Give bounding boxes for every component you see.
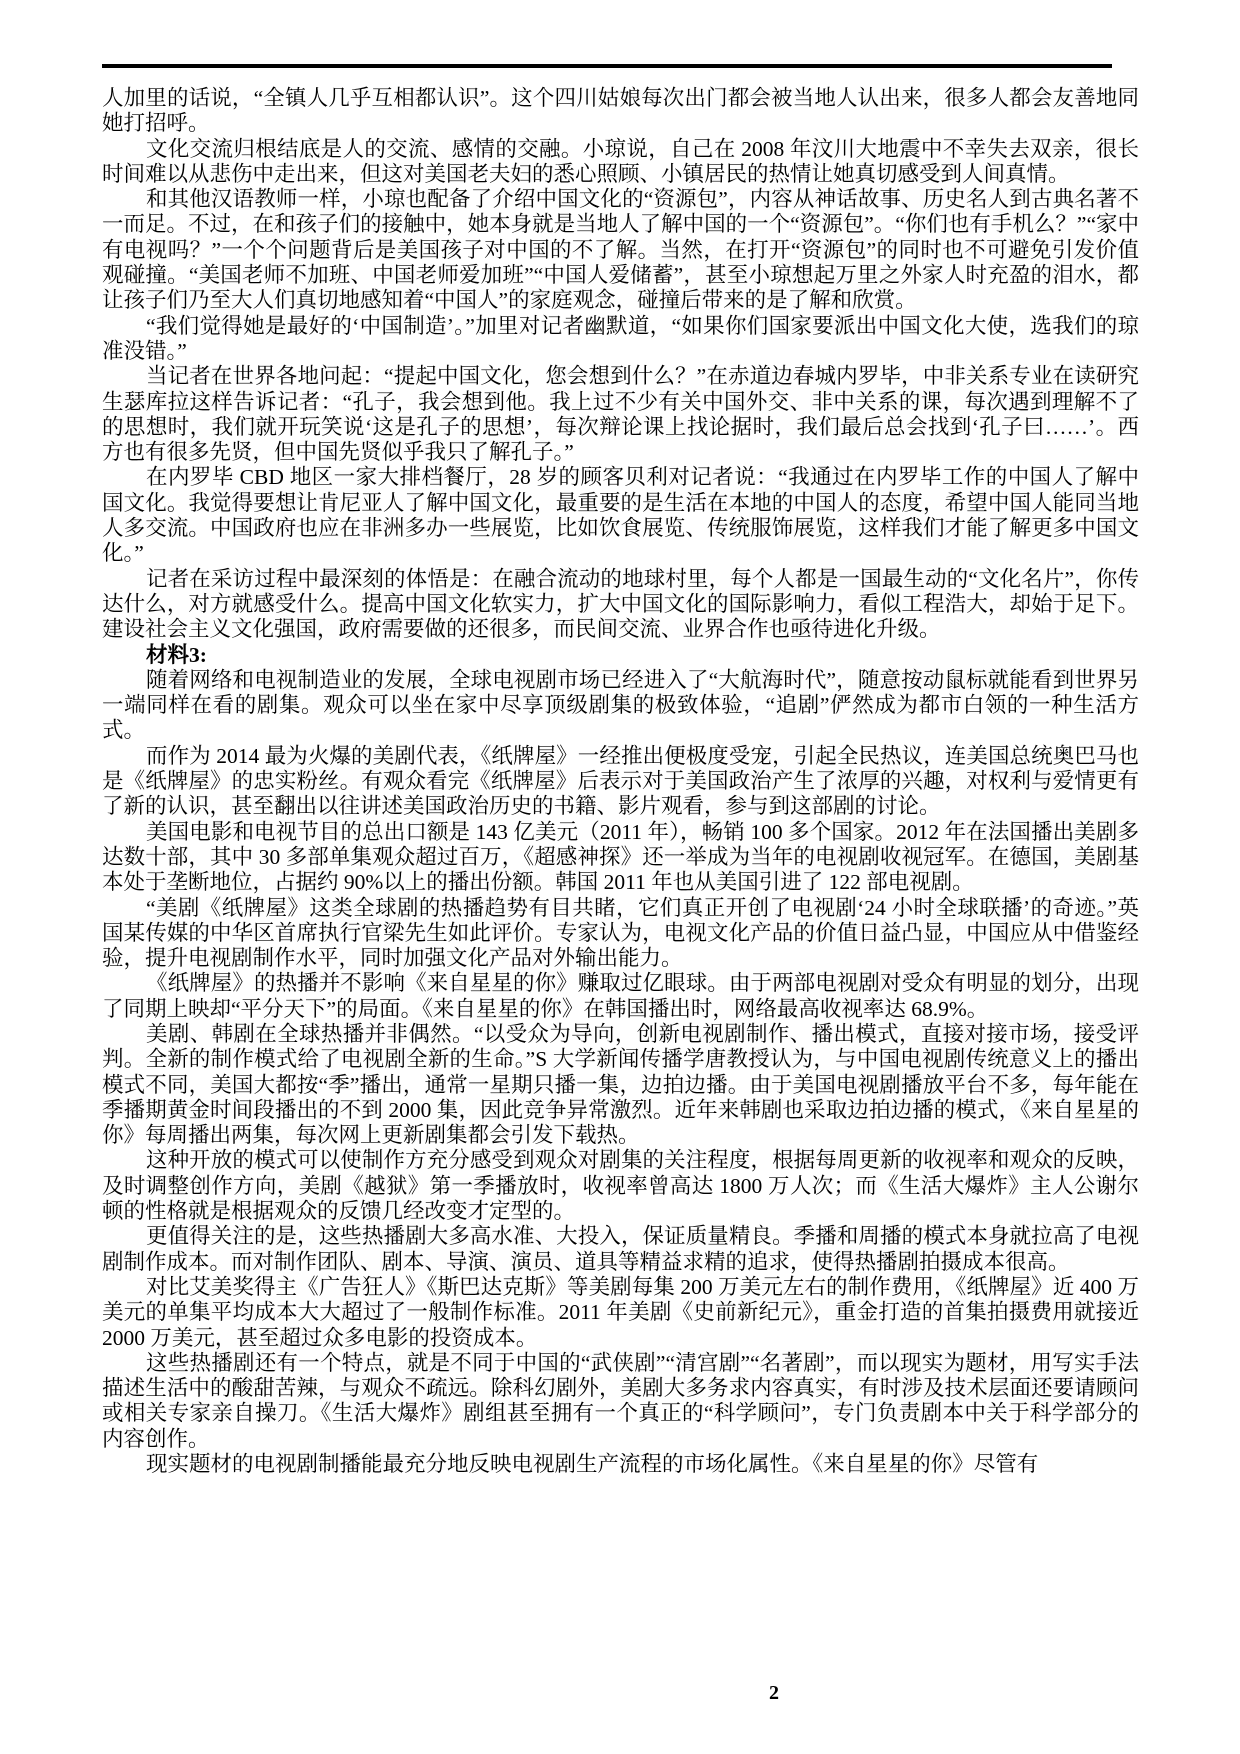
paragraph: 文化交流归根结底是人的交流、感情的交融。小琼说，自己在 2008 年汶川大地震中不幸失去双亲，很长时间难以从悲伤中走出来，但这对美国老夫妇的悉心照顾、小镇居民的热情让她真切感受到人间真情。 (102, 136, 1139, 186)
paragraph: 和其他汉语教师一样，小琼也配备了介绍中国文化的“资源包”，内容从神话故事、历史名人到古典名著不一而足。不过，在和孩子们的接触中，她本身就是当地人了解中国的一个“资源包”。“你们也有手机么？”“家中有电视吗？”一个个问题背后是美国孩子对中国的不了解。当然，在打开“资源包”的同时也不可避免引发价值观碰撞。“美国老师不加班、中国老师爱加班”“中国人爱储蓄”，甚至小琼想起万里之外家人时充盈的泪水，都让孩子们乃至大人们真切地感知着“中国人”的家庭观念，碰撞后带来的是了解和欣赏。 (102, 187, 1139, 313)
paragraph: 《纸牌屋》的热播并不影响《来自星星的你》赚取过亿眼球。由于两部电视剧对受众有明显的划分，出现了同期上映却“平分天下”的局面。《来自星星的你》在韩国播出时，网络最高收视率达 68.9%。 (102, 971, 1139, 1021)
paragraph: 现实题材的电视剧制播能最充分地反映电视剧生产流程的市场化属性。《来自星星的你》尽管有 (146, 1452, 1039, 1477)
paragraph: 这些热播剧还有一个特点，就是不同于中国的“武侠剧”“清宫剧”“名著剧”，而以现实为题材，用写实手法描述生活中的酸甜苦辣，与观众不疏远。除科幻剧外，美剧大多务求内容真实，有时涉及技术层面还要请顾问或相关专家亲自操刀。《生活大爆炸》剧组甚至拥有一个真正的“科学顾问”，专门负责剧本中关于科学部分的内容创作。 (102, 1350, 1139, 1451)
paragraph-continuation: 人加里的话说，“全镇人几乎互相都认识”。这个四川姑娘每次出门都会被当地人认出来，很多人都会友善地同她打招呼。 (102, 86, 1139, 136)
paragraph: 对比艾美奖得主《广告狂人》《斯巴达克斯》等美剧每集 200 万美元左右的制作费用，《纸牌屋》近 400 万美元的单集平均成本大大超过了一般制作标准。2011 年美剧《史前新纪元》，重金打造的首集拍摄费用就接近 2000 万美元，甚至超过众多电影的投资成本。 (102, 1274, 1139, 1350)
paragraph: 记者在采访过程中最深刻的体悟是：在融合流动的地球村里，每个人都是一国最生动的“文化名片”，你传达什么，对方就感受什么。提高中国文化软实力，扩大中国文化的国际影响力，看似工程浩大，却始于足下。建设社会主义文化强国，政府需要做的还很多，而民间交流、业界合作也亟待进化升级。 (102, 566, 1139, 642)
paragraph: 更值得关注的是，这些热播剧大多高水准、大投入，保证质量精良。季播和周播的模式本身就拉高了电视剧制作成本。而对制作团队、剧本、导演、演员、道具等精益求精的追求，使得热播剧拍摄成本很高。 (102, 1224, 1139, 1274)
paragraph: 这种开放的模式可以使制作方充分感受到观众对剧集的关注程度，根据每周更新的收视率和观众的反映，及时调整创作方向，美剧《越狱》第一季播放时，收视率曾高达 1800 万人次；而《生活大爆炸》主人公谢尔顿的性格就是根据观众的反馈几经改变才定型的。 (102, 1148, 1139, 1224)
paragraph: “我们觉得她是最好的‘中国制造’。”加里对记者幽默道，“如果你们国家要派出中国文化大使，选我们的琼准没错。” (102, 313, 1139, 363)
paragraph: 美剧、韩剧在全球热播并非偶然。“以受众为导向，创新电视剧制作、播出模式，直接对接市场，接受评判。全新的制作模式给了电视剧全新的生命。”S 大学新闻传播学唐教授认为，与中国电视剧传统意义上的播出模式不同，美国大都按“季”播出，通常一星期只播一集，边拍边播。由于美国电视剧播放平台不多，每年能在季播期黄金时间段播出的不到 2000 集，因此竞争异常激烈。近年来韩剧也采取边拍边播的模式，《来自星星的你》每周播出两集，每次网上更新剧集都会引发下载热。 (102, 1021, 1139, 1148)
document-body (102, 86, 1139, 1477)
section-heading-material-3: 材料3: (146, 642, 207, 667)
page-number: 2 (769, 1682, 779, 1704)
paragraph: 在内罗毕 CBD 地区一家大排档餐厅，28 岁的顾客贝利对记者说：“我通过在内罗毕工作的中国人了解中国文化。我觉得要想让肯尼亚人了解中国文化，最重要的是生活在本地的中国人的态度，希望中国人能同当地人多交流。中国政府也应在非洲多办一些展览，比如饮食展览、传统服饰展览，这样我们才能了解更多中国文化。” (102, 465, 1139, 566)
paragraph: 随着网络和电视制造业的发展，全球电视剧市场已经进入了“大航海时代”，随意按动鼠标就能看到世界另一端同样在看的剧集。观众可以坐在家中尽享顶级剧集的极致体验，“追剧”俨然成为都市白领的一种生活方式。 (102, 667, 1139, 743)
paragraph: 而作为 2014 最为火爆的美剧代表，《纸牌屋》一经推出便极度受宠，引起全民热议，连美国总统奥巴马也是《纸牌屋》的忠实粉丝。有观众看完《纸牌屋》后表示对于美国政治产生了浓厚的兴趣，对权利与爱情更有了新的认识，甚至翻出以往讲述美国政治历史的书籍、影片观看，参与到这部剧的讨论。 (102, 743, 1139, 819)
header-rule (102, 64, 1112, 68)
paragraph: 当记者在世界各地问起：“提起中国文化，您会想到什么？”在赤道边春城内罗毕，中非关系专业在读研究生瑟库拉这样告诉记者：“孔子，我会想到他。我上过不少有关中国外交、非中关系的课，每次遇到理解不了的思想时，我们就开玩笑说‘这是孔子的思想’，每次辩论课上找论据时，我们最后总会找到‘孔子曰……’。西方也有很多先贤，但中国先贤似乎我只了解孔子。” (102, 364, 1139, 465)
paragraph: “美剧《纸牌屋》这类全球剧的热播趋势有目共睹，它们真正开创了电视剧‘24 小时全球联播’的奇迹。”英国某传媒的中华区首席执行官梁先生如此评价。专家认为，电视文化产品的价值日益凸显，中国应从中借鉴经验，提升电视剧制作水平，同时加强文化产品对外输出能力。 (102, 895, 1139, 971)
paragraph: 美国电影和电视节目的总出口额是 143 亿美元（2011 年），畅销 100 多个国家。2012 年在法国播出美剧多达数十部，其中 30 多部单集观众超过百万，《超感神探》还一举成为当年的电视剧收视冠军。在德国，美剧基本处于垄断地位，占据约 90%以上的播出份额。韩国 2011 年也从美国引进了 122 部电视剧。 (102, 819, 1139, 895)
